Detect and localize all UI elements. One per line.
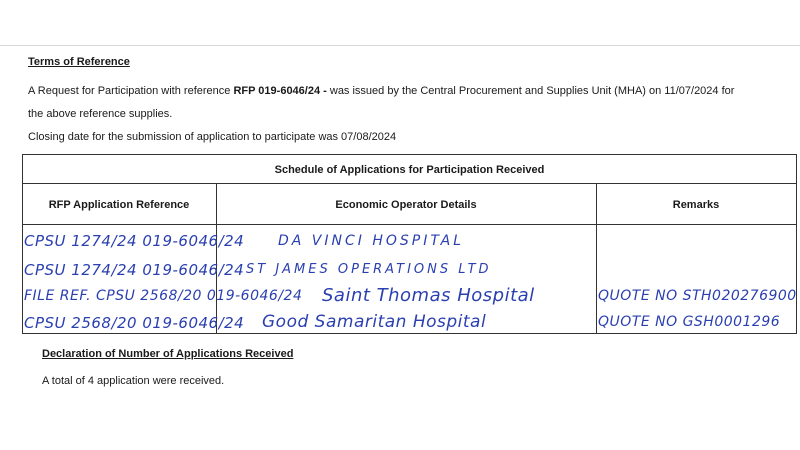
row-operator: ST JAMES OPERATIONS LTD: [246, 262, 492, 277]
row-reference: CPSU 1274/24 019-6046/24: [24, 232, 245, 250]
column-header-reference: RFP Application Reference: [48, 199, 190, 211]
row-reference: CPSU 2568/20 019-6046/24: [24, 314, 245, 332]
row-operator: DA VINCI HOSPITAL: [278, 233, 464, 249]
terms-heading: Terms of Reference: [28, 56, 130, 68]
table-border-top: [22, 154, 797, 155]
row-operator: Good Samaritan Hospital: [262, 312, 487, 332]
schedule-title: Schedule of Applications for Participation Received: [274, 164, 545, 176]
table-title-divider: [22, 183, 797, 184]
table-border-right: [796, 154, 797, 334]
terms-paragraph-line1: A Request for Participation with reference RFP 019-6046/24 - was issued by the Central Procurement and Supplies Unit (MHA) on 11/07/2024 for: [28, 85, 735, 97]
declaration-heading: Declaration of Number of Applications Received: [42, 348, 294, 360]
declaration-text: A total of 4 application were received.: [42, 375, 225, 387]
table-border-bottom: [22, 333, 797, 334]
row-reference: FILE REF. CPSU 2568/20 019-6046/24: [24, 288, 303, 304]
column-header-remarks: Remarks: [672, 199, 720, 211]
table-border-left: [22, 154, 23, 334]
row-remarks: QUOTE NO STH020276900: [598, 288, 797, 304]
terms-paragraph-line2: the above reference supplies.: [28, 108, 173, 120]
row-reference: CPSU 1274/24 019-6046/24: [24, 261, 245, 279]
row-remarks: QUOTE NO GSH0001296: [598, 314, 781, 330]
column-header-operator: Economic Operator Details: [335, 199, 477, 211]
table-header-divider: [22, 224, 797, 225]
top-divider: [0, 45, 800, 46]
rfp-reference: RFP 019-6046/24 -: [233, 85, 327, 97]
closing-date-text: Closing date for the submission of application to participate was 07/08/2024: [28, 131, 397, 143]
row-operator: Saint Thomas Hospital: [322, 285, 535, 306]
